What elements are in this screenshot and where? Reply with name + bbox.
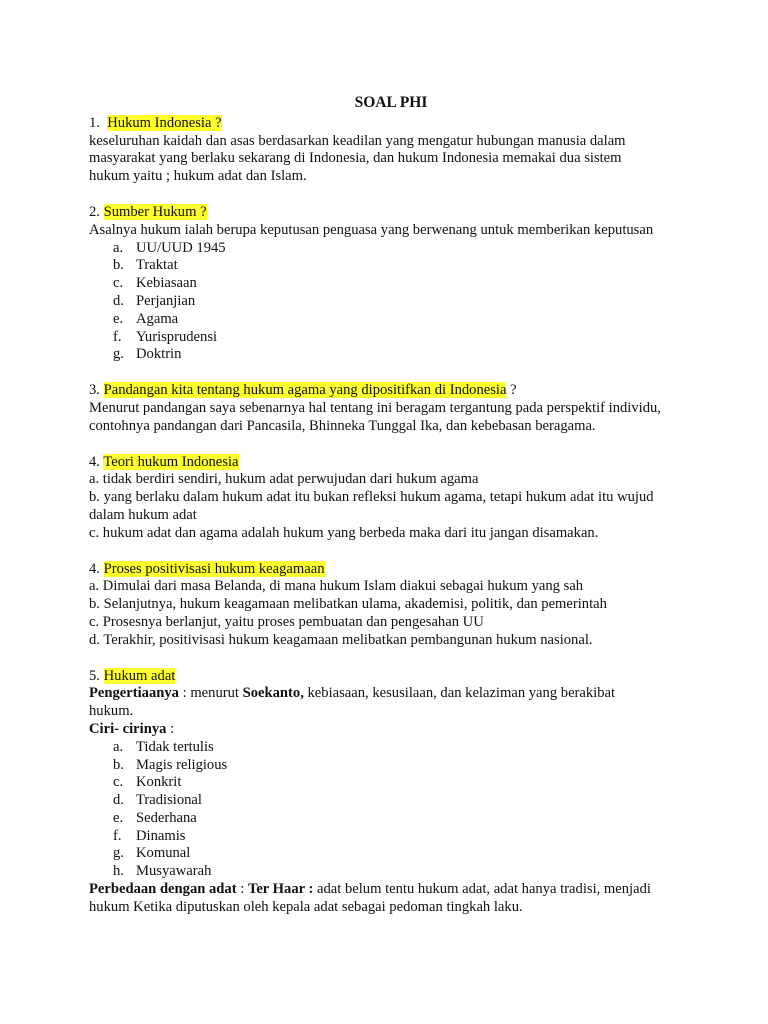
question-5-text: Hukum adat (103, 667, 176, 684)
list-item (89, 828, 689, 846)
pengertian-author: Soekanto, (242, 685, 304, 702)
answer-line: b. Selanjutnya, hukum keagamaan melibatkan ulama, akademisi, politik, dan pemerintah (89, 596, 607, 613)
list-item-text: Traktat (136, 257, 178, 274)
ciri-list (89, 739, 689, 881)
question-3-answer: Menurut pandangan saya sebenarnya hal tentang ini beragam tergantung pada perspektif individu, contohnya pandangan dari Pancasila, Bhinneka Tunggal Ika, dan kebebasan beragama. (89, 399, 661, 434)
question-3-number: 3. (89, 382, 100, 399)
list-item (89, 845, 689, 863)
list-marker: d. (113, 292, 124, 309)
list-item (89, 774, 689, 792)
list-item-text: Doktrin (136, 346, 182, 363)
list-item (89, 257, 689, 275)
answer-line: a. Dimulai dari masa Belanda, di mana hukum Islam diakui sebagai hukum yang sah (89, 578, 584, 595)
question-4-proses-number: 4. (89, 560, 100, 577)
list-marker: d. (113, 792, 124, 809)
answer-line: d. Terakhir, positivisasi hukum keagamaan melibatkan pembangunan hukum nasional. (89, 631, 593, 648)
list-marker: a. (113, 738, 124, 755)
ciri-separator: : (166, 720, 175, 737)
question-5 (89, 668, 689, 917)
question-4-teori (89, 454, 689, 543)
list-item (89, 329, 689, 347)
question-3 (89, 382, 689, 435)
list-marker: a. (113, 239, 124, 256)
document-body (89, 94, 689, 935)
list-item-text: Dinamis (136, 827, 186, 844)
list-marker: g. (113, 346, 124, 363)
question-4-proses-text: Proses positivisasi hukum keagamaan (103, 560, 325, 577)
list-item-text: Agama (136, 310, 179, 327)
sumber-hukum-list (89, 240, 689, 365)
list-item (89, 293, 689, 311)
list-item (89, 863, 689, 881)
ciri-label: Ciri- cirinya (89, 720, 167, 737)
list-item-text: Yurisprudensi (136, 328, 218, 345)
list-marker: c. (113, 275, 124, 292)
list-marker: f. (113, 827, 122, 844)
question-4-teori-number: 4. (89, 453, 100, 470)
list-item-text: Tradisional (136, 792, 202, 809)
perbedaan-text: adat belum tentu hukum adat, adat hanya tradisi, menjadi hukum Ketika diputuskan oleh kepala adat sebagai pedoman tingkah laku. (89, 881, 651, 915)
answer-line: b. yang berlaku dalam hukum adat itu bukan refleksi hukum agama, tetapi hukum adat itu wujud dalam hukum adat (89, 489, 654, 523)
list-marker: e. (113, 809, 124, 826)
list-item-text: UU/UUD 1945 (136, 239, 226, 256)
ciri-heading (89, 721, 689, 739)
question-3-heading (89, 382, 689, 400)
list-item-text: Kebiasaan (136, 275, 197, 292)
list-item-text: Magis religious (136, 756, 228, 773)
list-item (89, 757, 689, 775)
answer-line: c. hukum adat dan agama adalah hukum yang berbeda maka dari itu jangan disamakan. (89, 524, 599, 541)
list-marker: b. (113, 257, 124, 274)
list-item (89, 240, 689, 258)
question-2-heading (89, 204, 689, 222)
list-marker: b. (113, 756, 124, 773)
list-marker: c. (113, 774, 124, 791)
perbedaan-paragraph (89, 881, 689, 917)
list-item (89, 739, 689, 757)
list-item-text: Konkrit (136, 774, 182, 791)
question-1-heading (89, 115, 689, 133)
question-5-heading (89, 668, 689, 686)
list-item (89, 792, 689, 810)
page-title: SOAL PHI (354, 94, 428, 111)
question-1-answer: keseluruhan kaidah dan asas berdasarkan keadilan yang mengatur hubungan manusia dalam masyarakat yang berlaku sekarang di Indonesia, dan hukum Indonesia memakai dua sistem hukum yaitu ; hukum adat dan Islam. (89, 132, 626, 185)
question-1-text: Hukum Indonesia ? (107, 114, 222, 131)
question-2-text: Sumber Hukum ? (103, 203, 207, 220)
perbedaan-separator: : (236, 881, 248, 898)
answer-line: c. Prosesnya berlanjut, yaitu proses pembuatan dan pengesahan UU (89, 613, 484, 630)
list-item-text: Sederhana (136, 809, 197, 826)
list-item-text: Perjanjian (136, 292, 196, 309)
question-1 (89, 115, 689, 186)
question-2-intro: Asalnya hukum ialah berupa keputusan penguasa yang berwenang untuk memberikan keputusan (89, 221, 654, 238)
list-item (89, 810, 689, 828)
list-item (89, 311, 689, 329)
list-marker: f. (113, 328, 122, 345)
list-item (89, 275, 689, 293)
pengertian-separator: : menurut (178, 685, 243, 702)
list-item-text: Musyawarah (136, 863, 212, 880)
question-4-teori-text: Teori hukum Indonesia (103, 453, 239, 470)
list-item-text: Komunal (136, 845, 191, 862)
question-2 (89, 204, 689, 364)
perbedaan-author: Ter Haar : (247, 881, 314, 898)
pengertian-text: kebiasaan, kesusilaan, dan kelaziman yang berakibat hukum. (89, 685, 616, 720)
question-3-text: Pandangan kita tentang hukum agama yang dipositifkan di Indonesia (103, 382, 507, 399)
list-marker: g. (113, 845, 124, 862)
perbedaan-label: Perbedaan dengan adat (89, 881, 237, 898)
question-3-suffix: ? (506, 382, 517, 399)
question-4-proses (89, 561, 689, 650)
question-1-number: 1. (89, 114, 100, 131)
answer-line: a. tidak berdiri sendiri, hukum adat perwujudan dari hukum agama (89, 471, 479, 488)
list-marker: e. (113, 310, 124, 327)
question-4-proses-heading (89, 561, 689, 579)
pengertian-label: Pengertiaanya (89, 685, 179, 702)
question-5-number: 5. (89, 667, 100, 684)
question-4-teori-heading (89, 454, 689, 472)
list-item (89, 346, 689, 364)
question-2-number: 2. (89, 203, 100, 220)
pengertian-paragraph (89, 685, 649, 721)
list-marker: h. (113, 863, 124, 880)
list-item-text: Tidak tertulis (136, 738, 214, 755)
